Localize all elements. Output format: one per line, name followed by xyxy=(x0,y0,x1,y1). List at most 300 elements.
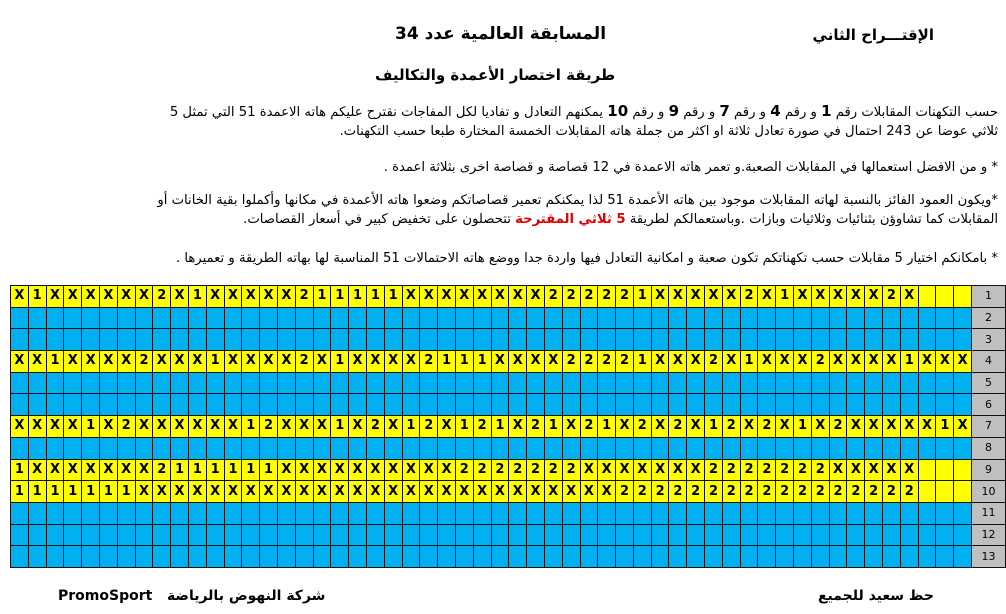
grid-cell xyxy=(366,394,384,416)
grid-cell xyxy=(455,524,473,546)
grid-cell: 1 xyxy=(11,459,29,481)
grid-row-2 xyxy=(11,307,1006,329)
grid-cell xyxy=(153,546,171,568)
grid-cell: 2 xyxy=(811,351,829,373)
grid-cell xyxy=(900,394,918,416)
grid-cell: 2 xyxy=(811,481,829,503)
grid-cell: 1 xyxy=(455,416,473,438)
grid-cell xyxy=(331,524,349,546)
grid-cell xyxy=(171,394,189,416)
grid-cell xyxy=(776,329,794,351)
grid-cell xyxy=(349,502,367,524)
grid-cell: X xyxy=(188,351,206,373)
grid-cell xyxy=(527,524,545,546)
grid-cell xyxy=(28,307,46,329)
grid-cell xyxy=(740,524,758,546)
grid-cell xyxy=(82,524,100,546)
grid-cell: X xyxy=(64,286,82,308)
grid-cell: X xyxy=(562,481,580,503)
grid-cell xyxy=(758,546,776,568)
grid-cell: X xyxy=(562,416,580,438)
grid-cell xyxy=(954,502,972,524)
grid-cell xyxy=(633,437,651,459)
footer-company xyxy=(58,588,325,604)
grid-cell: X xyxy=(206,481,224,503)
grid-cell xyxy=(188,502,206,524)
row-label: 4 xyxy=(972,351,1006,373)
grid-cell xyxy=(811,372,829,394)
grid-cell: X xyxy=(384,481,402,503)
grid-cell xyxy=(669,437,687,459)
grid-cell xyxy=(99,372,117,394)
grid-cell xyxy=(491,546,509,568)
grid-cell xyxy=(865,502,883,524)
grid-cell xyxy=(651,524,669,546)
grid-cell xyxy=(473,307,491,329)
grid-cell: X xyxy=(651,286,669,308)
grid-cell: X xyxy=(509,481,527,503)
grid-cell: X xyxy=(616,416,634,438)
grid-cell: 1 xyxy=(705,416,723,438)
grid-cell xyxy=(776,437,794,459)
grid-cell xyxy=(402,372,420,394)
grid-cell xyxy=(99,394,117,416)
grid-cell xyxy=(206,394,224,416)
columns-grid xyxy=(10,285,1006,568)
grid-cell xyxy=(438,329,456,351)
grid-cell: X xyxy=(402,286,420,308)
grid-cell xyxy=(758,372,776,394)
grid-cell: 2 xyxy=(758,459,776,481)
grid-cell: 2 xyxy=(740,481,758,503)
grid-cell xyxy=(811,394,829,416)
grid-row-11 xyxy=(11,502,1006,524)
grid-cell: 1 xyxy=(206,351,224,373)
grid-cell xyxy=(598,437,616,459)
grid-cell xyxy=(402,307,420,329)
grid-cell xyxy=(918,481,936,503)
grid-cell xyxy=(918,329,936,351)
grid-cell xyxy=(117,502,135,524)
grid-cell: X xyxy=(669,459,687,481)
grid-cell: X xyxy=(438,416,456,438)
grid-cell xyxy=(954,546,972,568)
grid-cell xyxy=(794,437,812,459)
grid-cell: X xyxy=(527,351,545,373)
grid-cell xyxy=(171,307,189,329)
grid-cell xyxy=(900,524,918,546)
grid-cell: X xyxy=(954,351,972,373)
grid-cell xyxy=(295,546,313,568)
grid-cell xyxy=(455,307,473,329)
grid-cell xyxy=(865,307,883,329)
grid-cell: 2 xyxy=(722,416,740,438)
grid-cell xyxy=(135,437,153,459)
grid-cell: 1 xyxy=(224,459,242,481)
grid-cell xyxy=(135,394,153,416)
grid-cell xyxy=(295,372,313,394)
p3-highlight: 5 ثلاثي المقترحة xyxy=(515,212,626,227)
grid-cell: 2 xyxy=(794,481,812,503)
grid-cell xyxy=(811,524,829,546)
grid-cell: 2 xyxy=(562,459,580,481)
grid-row-3 xyxy=(11,329,1006,351)
grid-cell: 1 xyxy=(598,416,616,438)
grid-cell xyxy=(28,394,46,416)
grid-cell xyxy=(847,437,865,459)
grid-cell: X xyxy=(651,351,669,373)
grid-cell xyxy=(705,329,723,351)
grid-cell: X xyxy=(117,459,135,481)
grid-cell xyxy=(883,524,901,546)
grid-cell xyxy=(687,524,705,546)
grid-cell xyxy=(562,524,580,546)
grid-cell xyxy=(384,394,402,416)
grid-cell xyxy=(598,502,616,524)
grid-cell: 1 xyxy=(438,351,456,373)
grid-cell: X xyxy=(135,286,153,308)
grid-cell: X xyxy=(46,286,64,308)
grid-cell: X xyxy=(669,351,687,373)
grid-cell xyxy=(598,329,616,351)
grid-cell xyxy=(616,546,634,568)
grid-cell xyxy=(491,307,509,329)
grid-cell xyxy=(384,372,402,394)
grid-cell xyxy=(420,307,438,329)
grid-cell: X xyxy=(366,459,384,481)
grid-cell: 2 xyxy=(562,286,580,308)
grid-cell: X xyxy=(242,351,260,373)
grid-cell xyxy=(598,372,616,394)
grid-cell xyxy=(936,546,954,568)
grid-cell xyxy=(473,372,491,394)
grid-cell: 2 xyxy=(705,351,723,373)
row-label: 9 xyxy=(972,459,1006,481)
footer-greeting: حظ سعيد للجميع xyxy=(817,588,934,604)
grid-cell: X xyxy=(829,459,847,481)
grid-cell xyxy=(455,329,473,351)
grid-cell xyxy=(473,437,491,459)
grid-cell: X xyxy=(171,416,189,438)
grid-cell xyxy=(705,524,723,546)
grid-cell xyxy=(420,502,438,524)
grid-cell xyxy=(206,372,224,394)
grid-cell: 1 xyxy=(936,416,954,438)
grid-cell xyxy=(277,329,295,351)
grid-cell: 1 xyxy=(633,351,651,373)
grid-cell xyxy=(651,372,669,394)
grid-cell: X xyxy=(349,481,367,503)
grid-cell xyxy=(260,372,278,394)
p1-text-a: حسب التكهنات المقابلات رقم xyxy=(831,105,998,120)
grid-cell: X xyxy=(758,286,776,308)
grid-cell: X xyxy=(277,416,295,438)
grid-cell xyxy=(260,329,278,351)
grid-cell: X xyxy=(260,286,278,308)
grid-cell xyxy=(811,437,829,459)
grid-cell xyxy=(651,437,669,459)
grid-cell: X xyxy=(918,351,936,373)
grid-cell xyxy=(829,329,847,351)
grid-cell xyxy=(918,502,936,524)
grid-cell xyxy=(616,372,634,394)
grid-cell: X xyxy=(651,459,669,481)
grid-cell xyxy=(11,546,29,568)
grid-cell xyxy=(420,329,438,351)
grid-cell xyxy=(46,307,64,329)
grid-cell xyxy=(384,502,402,524)
grid-cell xyxy=(135,372,153,394)
grid-cell: X xyxy=(811,286,829,308)
grid-cell xyxy=(188,372,206,394)
grid-cell xyxy=(562,329,580,351)
grid-cell xyxy=(117,307,135,329)
grid-cell xyxy=(811,329,829,351)
grid-cell xyxy=(117,394,135,416)
grid-cell: 2 xyxy=(366,416,384,438)
grid-cell: X xyxy=(651,416,669,438)
grid-cell xyxy=(153,307,171,329)
grid-cell xyxy=(11,329,29,351)
grid-cell xyxy=(491,437,509,459)
grid-cell xyxy=(384,307,402,329)
grid-cell xyxy=(544,502,562,524)
grid-cell: X xyxy=(865,351,883,373)
grid-cell xyxy=(366,524,384,546)
grid-cell xyxy=(776,394,794,416)
proposal-label: الإقتـــراح الثاني xyxy=(812,26,934,44)
grid-cell: X xyxy=(384,459,402,481)
grid-cell xyxy=(829,502,847,524)
grid-cell xyxy=(420,524,438,546)
grid-cell: X xyxy=(277,481,295,503)
grid-cell xyxy=(954,394,972,416)
grid-cell xyxy=(11,502,29,524)
grid-cell xyxy=(438,372,456,394)
grid-cell xyxy=(633,546,651,568)
grid-cell: X xyxy=(438,286,456,308)
grid-cell xyxy=(224,307,242,329)
grid-cell xyxy=(331,394,349,416)
grid-cell xyxy=(224,437,242,459)
grid-cell: 2 xyxy=(633,416,651,438)
grid-cell xyxy=(64,524,82,546)
grid-row-7 xyxy=(11,416,1006,438)
paragraph-1 xyxy=(3,102,998,141)
grid-cell: X xyxy=(847,459,865,481)
grid-cell xyxy=(438,546,456,568)
grid-cell xyxy=(420,437,438,459)
grid-cell xyxy=(651,546,669,568)
p1-text-c: و رقم xyxy=(729,105,771,120)
grid-cell xyxy=(438,307,456,329)
grid-cell xyxy=(331,329,349,351)
grid-cell: X xyxy=(11,351,29,373)
grid-cell xyxy=(794,329,812,351)
grid-cell: 2 xyxy=(580,351,598,373)
grid-cell: X xyxy=(171,351,189,373)
grid-cell xyxy=(277,394,295,416)
grid-cell xyxy=(295,437,313,459)
grid-cell xyxy=(669,502,687,524)
grid-cell: X xyxy=(687,459,705,481)
grid-cell xyxy=(633,372,651,394)
grid-cell xyxy=(936,502,954,524)
grid-cell xyxy=(847,546,865,568)
grid-cell: X xyxy=(509,351,527,373)
grid-cell: X xyxy=(206,416,224,438)
grid-cell: X xyxy=(153,416,171,438)
p1-text-b: و رقم xyxy=(780,105,822,120)
row-label: 10 xyxy=(972,481,1006,503)
grid-cell: 1 xyxy=(28,481,46,503)
grid-cell xyxy=(758,437,776,459)
grid-cell: X xyxy=(384,416,402,438)
grid-cell: X xyxy=(135,416,153,438)
grid-cell xyxy=(616,329,634,351)
grid-cell: X xyxy=(242,286,260,308)
grid-cell: X xyxy=(722,286,740,308)
grid-cell: 1 xyxy=(171,459,189,481)
grid-cell xyxy=(758,524,776,546)
grid-cell xyxy=(811,307,829,329)
grid-cell xyxy=(598,394,616,416)
grid-cell xyxy=(705,307,723,329)
grid-cell: X xyxy=(153,351,171,373)
grid-cell xyxy=(740,307,758,329)
grid-cell xyxy=(633,307,651,329)
grid-cell: X xyxy=(669,286,687,308)
grid-cell xyxy=(918,394,936,416)
grid-cell: 2 xyxy=(295,286,313,308)
grid-cell: X xyxy=(260,481,278,503)
grid-cell: 2 xyxy=(687,481,705,503)
grid-cell xyxy=(206,524,224,546)
grid-cell: X xyxy=(616,459,634,481)
grid-cell: X xyxy=(705,286,723,308)
grid-cell: 2 xyxy=(651,481,669,503)
grid-cell: X xyxy=(883,459,901,481)
grid-cell: X xyxy=(473,481,491,503)
grid-cell xyxy=(794,502,812,524)
grid-cell: X xyxy=(171,286,189,308)
grid-cell xyxy=(722,372,740,394)
grid-cell xyxy=(64,329,82,351)
grid-cell xyxy=(402,546,420,568)
grid-cell xyxy=(580,546,598,568)
grid-cell: X xyxy=(260,351,278,373)
grid-cell: X xyxy=(11,416,29,438)
page-subtitle: طريقة اختصار الأعمدة والتكاليف xyxy=(375,66,616,84)
p1-num-7: 7 xyxy=(719,102,730,120)
grid-cell xyxy=(331,502,349,524)
grid-cell: X xyxy=(936,351,954,373)
grid-cell xyxy=(331,437,349,459)
grid-cell xyxy=(794,394,812,416)
grid-cell xyxy=(794,524,812,546)
grid-cell xyxy=(722,307,740,329)
grid-cell xyxy=(900,437,918,459)
grid-cell xyxy=(455,372,473,394)
grid-cell: 1 xyxy=(28,286,46,308)
grid-cell: X xyxy=(331,481,349,503)
company-name-en: PromoSport xyxy=(58,588,153,604)
grid-cell xyxy=(384,524,402,546)
grid-cell: X xyxy=(491,351,509,373)
grid-cell: 2 xyxy=(811,459,829,481)
grid-cell xyxy=(580,307,598,329)
grid-cell: X xyxy=(473,286,491,308)
grid-cell xyxy=(544,372,562,394)
grid-row-13 xyxy=(11,546,1006,568)
grid-cell: 2 xyxy=(758,481,776,503)
grid-cell: X xyxy=(99,416,117,438)
grid-cell: 2 xyxy=(135,351,153,373)
grid-cell xyxy=(936,524,954,546)
grid-cell xyxy=(740,546,758,568)
grid-cell xyxy=(900,372,918,394)
grid-cell xyxy=(509,546,527,568)
grid-cell xyxy=(117,372,135,394)
grid-cell xyxy=(509,437,527,459)
grid-cell: X xyxy=(900,286,918,308)
grid-cell: X xyxy=(295,481,313,503)
grid-cell xyxy=(313,502,331,524)
grid-cell xyxy=(295,502,313,524)
grid-cell: 1 xyxy=(117,481,135,503)
grid-cell xyxy=(722,437,740,459)
grid-cell xyxy=(313,546,331,568)
grid-cell xyxy=(349,546,367,568)
grid-cell xyxy=(562,437,580,459)
grid-cell xyxy=(936,437,954,459)
grid-cell xyxy=(260,394,278,416)
grid-cell: 2 xyxy=(758,416,776,438)
grid-cell xyxy=(562,546,580,568)
grid-cell xyxy=(153,437,171,459)
grid-cell: 2 xyxy=(740,459,758,481)
grid-cell xyxy=(331,372,349,394)
grid-cell xyxy=(313,524,331,546)
grid-cell: X xyxy=(865,459,883,481)
grid-cell xyxy=(918,372,936,394)
grid-cell: X xyxy=(847,416,865,438)
grid-cell xyxy=(206,329,224,351)
grid-cell xyxy=(509,307,527,329)
grid-cell xyxy=(669,329,687,351)
grid-cell xyxy=(171,502,189,524)
grid-cell xyxy=(936,286,954,308)
grid-cell xyxy=(740,329,758,351)
grid-cell: X xyxy=(99,459,117,481)
grid-cell: X xyxy=(313,459,331,481)
grid-cell: 1 xyxy=(633,286,651,308)
grid-cell xyxy=(277,524,295,546)
grid-cell: X xyxy=(224,351,242,373)
grid-cell: 1 xyxy=(206,459,224,481)
grid-cell xyxy=(260,307,278,329)
grid-cell: X xyxy=(438,459,456,481)
grid-cell: 2 xyxy=(740,286,758,308)
grid-cell xyxy=(776,307,794,329)
grid-cell xyxy=(562,372,580,394)
grid-cell xyxy=(99,502,117,524)
grid-cell: X xyxy=(580,481,598,503)
grid-cell: 2 xyxy=(616,351,634,373)
grid-cell: X xyxy=(206,286,224,308)
grid-cell xyxy=(384,329,402,351)
grid-cell: X xyxy=(420,286,438,308)
